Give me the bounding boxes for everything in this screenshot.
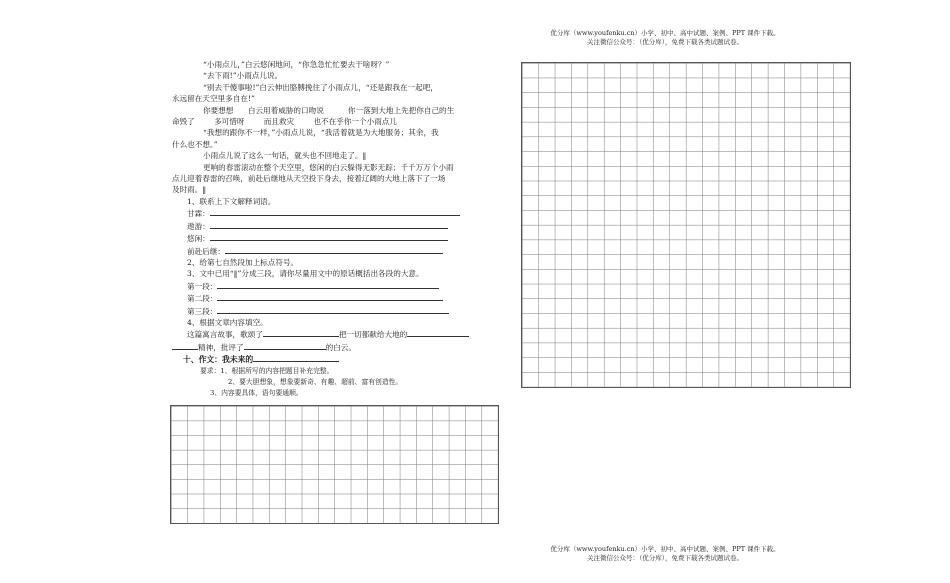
passage-paragraph-3-line-1: “别去干傻事啦!”白云伸出胳膊挽住了小雨点儿，“还是跟我在一起吧， [203,82,438,92]
word-label: 遨游： [187,221,210,231]
answer-blank[interactable] [217,305,449,314]
fill-text: 这篇寓言故事，歌颂了 [187,330,263,340]
writing-grid-bottom[interactable] [170,405,499,524]
question-3: 3、文中已用“‖”分成三段，请你尽量用文中的原话概括出各段的大意。 [187,269,424,279]
fill-row-1 [172,328,512,340]
segment-label: 第一段： [187,281,218,291]
passage-paragraph-6: 小雨点儿说了这么一句话，就头也不回地走了。‖ [203,151,367,161]
page-header [0,29,950,46]
answer-blank[interactable] [407,328,469,337]
fill-text: 的白云。 [325,342,356,352]
passage-paragraph-5-line-2: 什么也不想。” [172,139,218,149]
segment-label: 第三段： [187,306,218,316]
passage-paragraph-7-line-3: 及时雨。‖ [172,185,207,195]
question-2: 2、给第七自然段加上标点符号。 [187,257,299,267]
answer-blank[interactable] [225,245,443,254]
passage-paragraph-7-line-1: 更响的春雷滚动在整个天空里，悠闲的白云躲得无影无踪；千千万万个小雨 [203,162,454,172]
title-blank[interactable] [253,353,339,362]
answer-blank[interactable] [210,232,448,241]
requirement-1: 要求：1、根据所写的内容把题目补充完整。 [200,366,334,375]
answer-blank[interactable] [217,292,443,301]
passage-paragraph-4-line-2: 命毁了 多可惜呀 而且救灾 也不在乎你一个小雨点儿 [172,117,397,127]
fill-text: 精神，批评了 [198,342,244,352]
requirement-3: 3、内容要具体，语句要通顺。 [210,389,303,398]
passage-paragraph-7-line-2: 点儿迎着春雷的召唤，前赴后继地从天空投下身去，接着辽阔的大地上落下了一场 [172,174,446,184]
header-line-1: 优分库（www.youfenku.cn）小学、初中、高中试题、案例、PPT 课件下载。 [550,29,780,37]
answer-blank[interactable] [217,280,439,289]
fill-row-2 [172,341,512,353]
passage-paragraph-1: “小雨点儿，”白云悠闲地问，“你急急忙忙要去干啥呀？” [203,60,390,69]
word-label: 前赴后继： [187,246,225,256]
word-row-ganlin [172,207,512,219]
requirement-2: 2、要大胆想象，想象要新奇、有趣、超前、富有创造性。 [228,377,403,386]
header-line-2: 关注微信公众号：（优分库），免费下载各类试题试卷。 [587,37,743,46]
word-row-youxian [172,232,512,244]
passage-paragraph-3-line-2: 永远留在天空里多自在!” [172,94,255,104]
question-4: 4、根据文章内容填空。 [187,317,268,327]
footer-line-1: 优分库（www.youfenku.cn）小学、初中、高中试题、案例、PPT 课件下载。 [550,545,780,553]
word-row-aoyou [172,220,512,232]
left-column [172,59,512,400]
answer-blank[interactable] [210,220,448,229]
passage-paragraph-4-line-1: 你要想想 白云用着威胁的口吻说 你一落到大地上先把你自己的生 [203,105,455,115]
writing-grid-right[interactable] [521,62,851,388]
segment-row-1 [172,280,512,292]
answer-blank[interactable] [172,341,198,350]
segment-label: 第二段： [187,294,218,304]
word-row-qianfuhouji [172,245,512,257]
answer-blank[interactable] [263,328,339,337]
fill-text: 把一切都献给大地的 [338,330,408,340]
segment-row-2 [172,292,512,304]
answer-blank[interactable] [244,341,326,350]
page-footer [0,545,950,562]
composition-title [172,353,512,365]
question-1: 1、联系上下文解释词语。 [187,196,276,206]
word-label: 甘霖： [187,209,210,219]
answer-blank[interactable] [210,207,460,216]
word-label: 悠闲： [187,234,210,244]
footer-line-2: 关注微信公众号：（优分库），免费下载各类试题试卷。 [587,553,743,562]
passage-paragraph-5-line-1: “我想的跟你不一样，”小雨点儿说，“我活着就是为大地服务；其余，我 [203,128,439,138]
segment-row-3 [172,305,512,317]
passage-paragraph-2: “去下雨!”小雨点儿说。 [203,71,283,81]
composition-title-text: 十、作文：我未来的 [183,355,254,365]
